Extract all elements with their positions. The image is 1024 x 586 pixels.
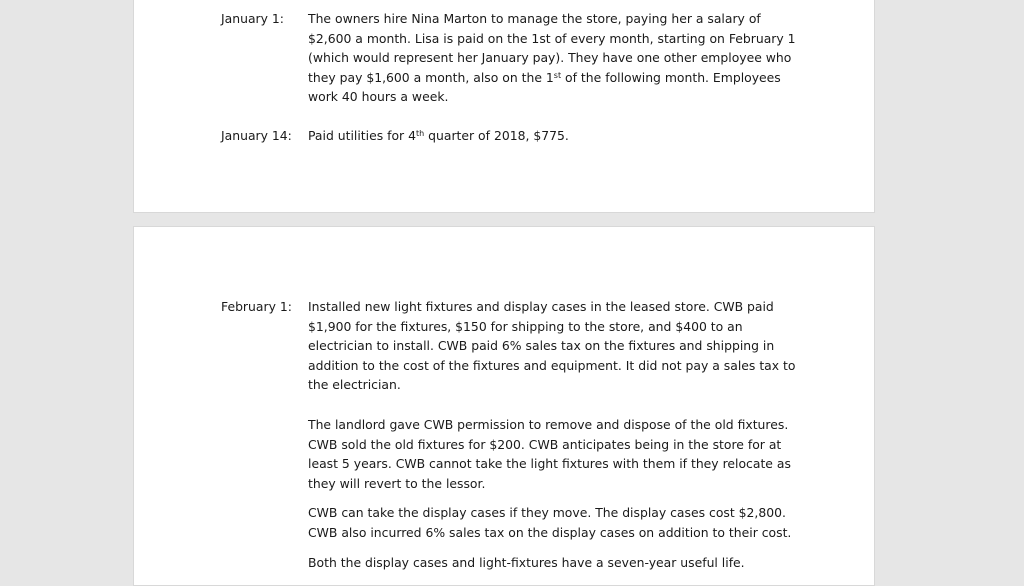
entry-date: January 1: xyxy=(221,11,284,26)
entry-paragraph xyxy=(308,9,808,107)
entry-paragraph: The landlord gave CWB permission to remove and dispose of the old fixtures. CWB sold the old fixtures for $200. CWB anticipates being in the store for at least 5 years. CWB cannot take the light fixtures with them if they relocate as they will revert to the lessor. xyxy=(308,416,791,491)
entry-january-14 xyxy=(221,126,821,146)
text-segment: of the following month. Employees work 40 hours a week. xyxy=(308,69,781,105)
document-page-2 xyxy=(133,226,875,586)
entry-february-1 xyxy=(221,297,821,572)
entry-january-1 xyxy=(221,9,821,107)
entry-body xyxy=(308,9,808,107)
entry-body xyxy=(308,126,808,146)
entry-date: January 14: xyxy=(221,128,292,143)
entry-date: February 1: xyxy=(221,299,292,314)
entry-paragraph: Both the display cases and light-fixtures have a seven-year useful life. xyxy=(308,554,745,570)
document-page-1 xyxy=(133,0,875,213)
text-segment: The owners hire Nina Marton to manage the store, paying her a salary of $2,600 a month. Lisa is paid on the 1st of every month, starting on February 1 (which would represent her January pay). They have one other employee who they pay $1,600 a month, also on the 1 xyxy=(308,11,796,85)
text-segment: Paid utilities for 4 xyxy=(308,128,416,143)
entry-paragraph: CWB can take the display cases if they move. The display cases cost $2,800. CWB also incurred 6% sales tax on the display cases on addition to their cost. xyxy=(308,505,792,540)
entry-paragraph xyxy=(308,126,808,146)
entry-paragraph: Installed new light fixtures and display cases in the leased store. CWB paid $1,900 for the fixtures, $150 for shipping to the store, and $400 to an electrician to install. CWB paid 6% sales tax on the fixtures and shipping in addition to the cost of the fixtures and equipment. It did not pay a sales tax to the electrician. xyxy=(308,299,796,393)
superscript: th xyxy=(415,129,425,138)
superscript: st xyxy=(553,70,562,80)
text-segment: quarter of 2018, $775. xyxy=(424,128,569,143)
entry-body xyxy=(308,297,808,572)
